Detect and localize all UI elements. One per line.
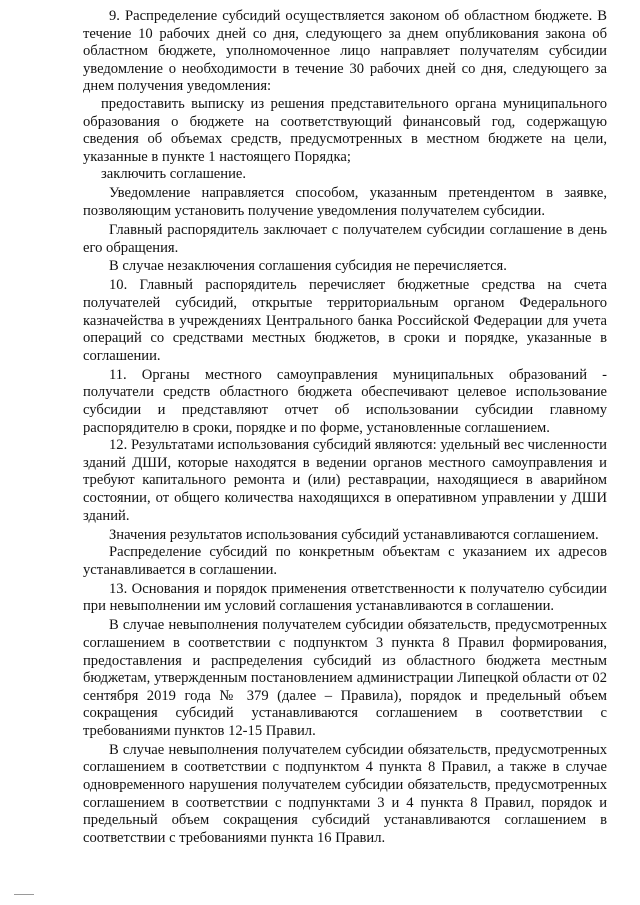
paragraph-result-values: Значения результатов использования субсидий устанавливаются соглашением.	[109, 526, 599, 543]
paragraph-13-case-4: В случае невыполнения получателем субсидии обязательств, предусмотренных соглашением в соответствии с подпунктом 4 пункта 8 Правил, а также в случае одновременного нарушения получателем субсидии обязательств, предусмотренных соглашением в соответствии с подпунктами 3 и 4 пункта 8 Правил, порядок и предельный объем сокращения субсидий устанавливаются соглашением в соответствии с требованиями пункта 16 Правил.	[83, 741, 607, 846]
paragraph-9-item-extract: предоставить выписку из решения представительного органа муниципального образования о бюджете на соответствующий финансовый год, содержащую сведения об объемах средств, предусмотренных в местном бюджете на цели, указанные в пункте 1 настоящего Порядка;	[83, 95, 607, 165]
paragraph-11: 11. Органы местного самоуправления муниципальных образований - получатели средств областного бюджета обеспечивают целевое использование субсидии и представляют отчет об использовании субсидии главному распорядителю в сроки, порядке и по форме, установленные соглашением.	[83, 366, 607, 436]
paragraph-9-item-agreement: заключить соглашение.	[101, 166, 247, 183]
paragraph-13: 13. Основания и порядок применения ответственности к получателю субсидии при невыполнении им условий соглашения устанавливаются в соглашении.	[83, 580, 607, 615]
paragraph-agreement-day: Главный распорядитель заключает с получателем субсидии соглашение в день его обращения.	[83, 221, 607, 256]
paragraph-13-case-3: В случае невыполнения получателем субсидии обязательств, предусмотренных соглашением в соответствии с подпунктом 3 пункта 8 Правил формирования, предоставления и распределения субсидий из областного бюджета местным бюджетам, утвержденным постановлением администрации Липецкой области от 02 сентября 2019 года № 379 (далее – Правила), порядок и предельный объем сокращения субсидий устанавливаются соглашением в соответствии с требованиями пунктов 12-15 Правил.	[83, 617, 607, 739]
paragraph-12: 12. Результатами использования субсидий являются: удельный вес численности зданий ДШИ, которые находятся в ведении органов местного самоуправления и требуют капитального ремонта и (или) реставрации, находящиеся в аварийном состоянии, от общего количества находящихся в оперативном управлении у ДШИ зданий.	[83, 437, 607, 524]
document-body	[83, 8, 607, 847]
paragraph-notification-method: Уведомление направляется способом, указанным претендентом в заявке, позволяющим установить получение уведомления получателем субсидии.	[83, 185, 607, 219]
paragraph-10: 10. Главный распорядитель перечисляет бюджетные средства на счета получателей субсидий, открытые территориальным органом Федерального казначейства в учреждениях Центрального банка Российской Федерации для учета операций со средствами местных бюджетов, в сроки и порядке, указанные в соглашении.	[83, 277, 607, 364]
paragraph-no-agreement: В случае незаключения соглашения субсидия не перечисляется.	[109, 258, 507, 275]
paragraph-distribution-objects: Распределение субсидий по конкретным объектам с указанием их адресов устанавливается в соглашении.	[83, 544, 607, 578]
scan-edge-mark	[14, 894, 34, 895]
paragraph-9: 9. Распределение субсидий осуществляется законом об областном бюджете. В течение 10 рабочих дней со дня, следующего за днем опубликования закона об областном бюджете, уполномоченное лицо направляет получателям субсидии уведомление о необходимости в течение 30 рабочих дней со дня, следующего за днем получения уведомления:	[83, 8, 607, 95]
